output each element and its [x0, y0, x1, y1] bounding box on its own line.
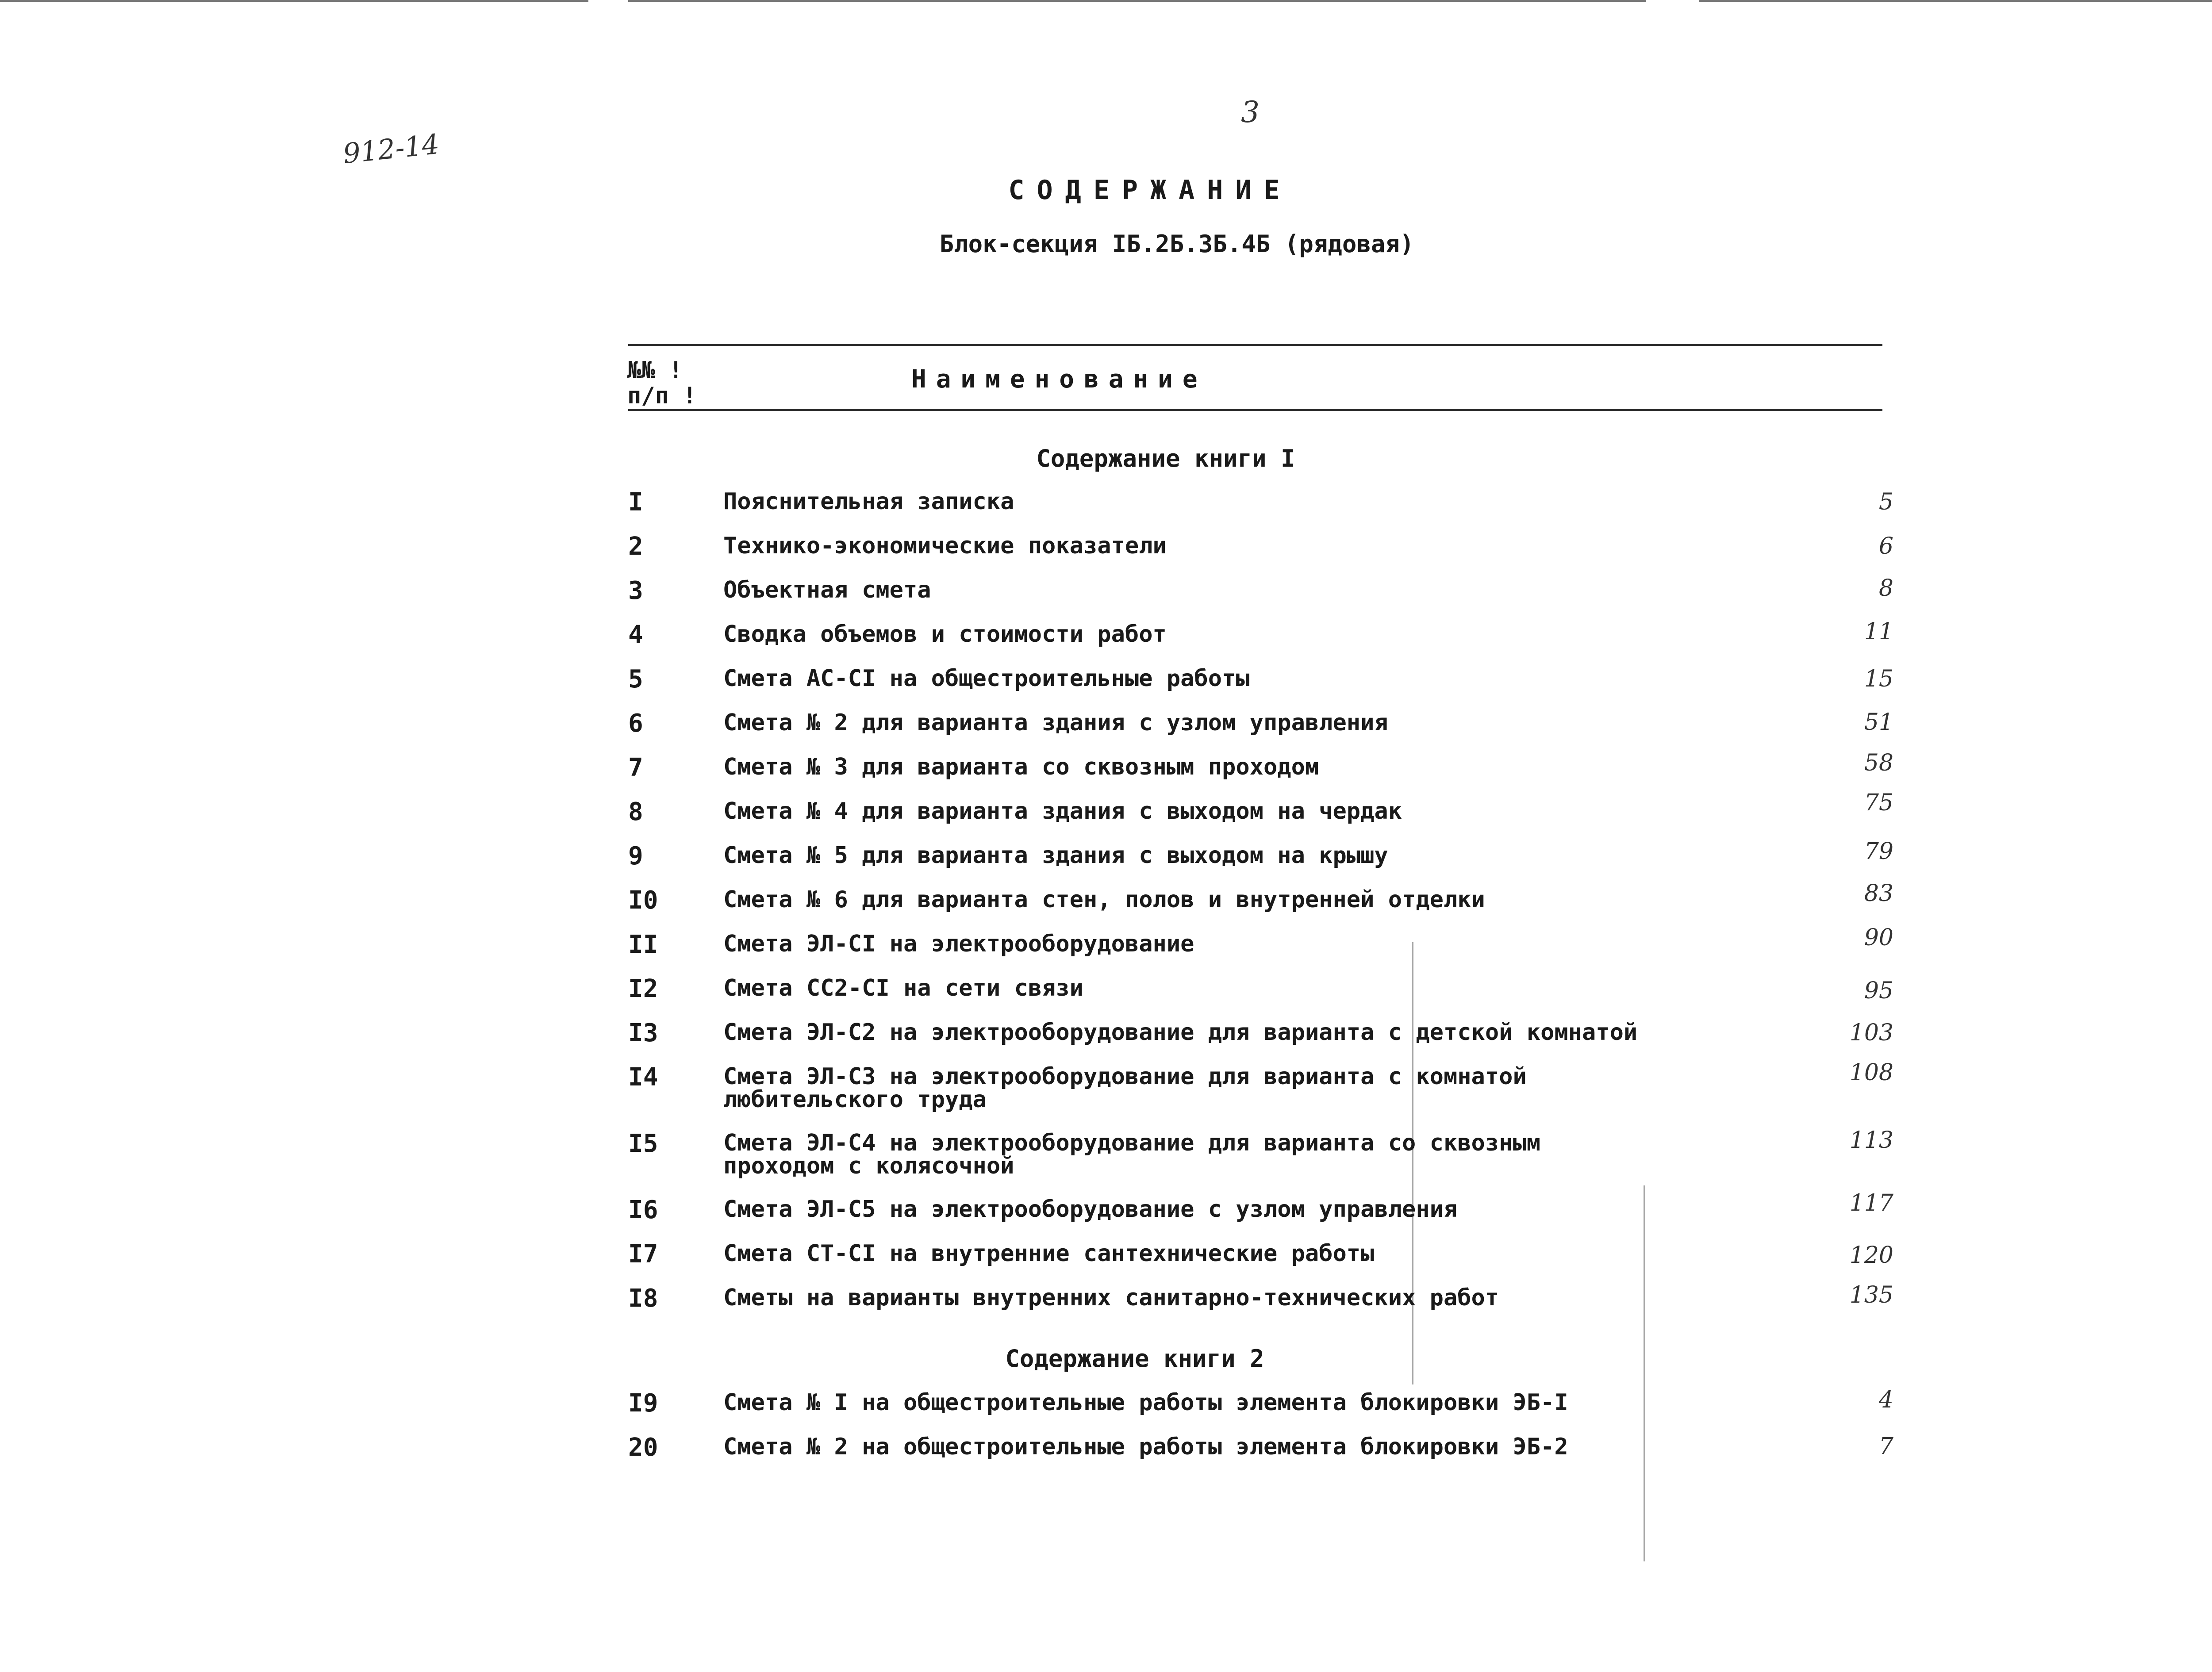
scan-top-border-right: [1699, 0, 2212, 2]
row-number: 3: [628, 576, 643, 605]
row-page-number: 135: [1849, 1282, 1893, 1308]
row-number: I8: [628, 1284, 658, 1313]
row-number: I5: [628, 1129, 658, 1158]
row-page-number: 83: [1864, 880, 1893, 907]
column-header-number: [627, 357, 697, 409]
row-number: 6: [628, 709, 643, 738]
row-number: I4: [628, 1063, 658, 1092]
row-title: Смета № 6 для варианта стен, полов и внутренней отделки: [723, 886, 1485, 913]
page-subtitle: Блок-секция IБ.2Б.3Б.4Б (рядовая): [939, 230, 1414, 258]
row-page-number: 103: [1849, 1020, 1893, 1046]
scan-top-border-left: [0, 0, 588, 2]
row-page-number: 8: [1878, 575, 1893, 602]
row-title: Смета ЭЛ-С2 на электрооборудование для варианта с детской комнатой: [723, 1019, 1638, 1046]
page-title: СОДЕРЖАНИЕ: [1008, 175, 1292, 206]
row-title: Смета ЭЛ-С5 на электрооборудование с узлом управления: [723, 1196, 1458, 1223]
scan-top-border-mid: [628, 0, 1646, 2]
row-page-number: 75: [1864, 790, 1893, 816]
row-title: Смета № 2 для варианта здания с узлом управления: [723, 709, 1388, 736]
row-number: 20: [628, 1433, 658, 1462]
row-number: I2: [628, 974, 658, 1003]
row-page-number: 120: [1849, 1242, 1893, 1269]
row-number: 4: [628, 621, 643, 649]
section-title-book-1: Содержание книги I: [1036, 445, 1295, 472]
row-title: Смета СС2-СI на сети связи: [723, 975, 1083, 1001]
row-title: Смета ЭЛ-С4 на электрооборудование для варианта со сквозным проходом с колясочной: [723, 1130, 1541, 1179]
row-title: Смета № 5 для варианта здания с выходом на крышу: [723, 842, 1388, 869]
row-number: I0: [628, 886, 658, 915]
row-title: Сводка объемов и стоимости работ: [723, 621, 1167, 648]
row-title: Объектная смета: [723, 577, 931, 603]
row-number: II: [628, 930, 658, 959]
row-title: Смета АС-СI на общестроительные работы: [723, 665, 1250, 692]
row-title: Смета № 4 для варианта здания с выходом на чердак: [723, 798, 1402, 824]
row-title: Смета № I на общестроительные работы элемента блокировки ЭБ-I: [723, 1389, 1568, 1416]
row-title: Смета № 3 для варианта со сквозным проходом: [723, 754, 1319, 780]
row-number: 7: [628, 753, 643, 782]
row-title: Смета № 2 на общестроительные работы элемента блокировки ЭБ-2: [723, 1434, 1568, 1460]
row-number: I6: [628, 1196, 658, 1224]
row-page-number: 7: [1878, 1433, 1893, 1460]
row-number: 8: [628, 798, 643, 826]
row-number: 5: [628, 665, 643, 694]
margin-note: 912-14: [341, 127, 441, 170]
row-page-number: 95: [1864, 978, 1893, 1004]
row-number: 9: [628, 842, 643, 871]
row-page-number: 58: [1864, 750, 1893, 776]
row-number: I: [628, 488, 643, 517]
row-title: Сметы на варианты внутренних санитарно-технических работ: [723, 1285, 1499, 1311]
row-title: Смета ЭЛ-С3 на электрооборудование для варианта с комнатой любительского труда: [723, 1063, 1527, 1113]
row-number: I9: [628, 1389, 658, 1418]
section-title-book-2: Содержание книги 2: [1005, 1345, 1264, 1373]
row-page-number: 5: [1878, 489, 1893, 515]
column-header-name: Наименование: [911, 365, 1207, 394]
row-page-number: 51: [1864, 709, 1893, 736]
row-page-number: 11: [1864, 618, 1893, 645]
row-page-number: 15: [1864, 666, 1893, 692]
page-number: 3: [1241, 95, 1260, 129]
row-page-number: 108: [1849, 1059, 1893, 1086]
row-page-number: 113: [1849, 1127, 1893, 1154]
row-title: Смета ЭЛ-СI на электрооборудование: [723, 931, 1194, 957]
row-page-number: 117: [1849, 1190, 1893, 1216]
column-header-number-line1: №№ !: [627, 357, 683, 383]
row-page-number: 4: [1878, 1387, 1893, 1413]
row-number: I3: [628, 1019, 658, 1047]
row-title: Технико-экономические показатели: [723, 533, 1167, 559]
row-page-number: 79: [1864, 838, 1893, 865]
column-header-number-line2: п/п !: [627, 383, 697, 409]
header-bottom-rule: [628, 409, 1882, 411]
row-title: Пояснительная записка: [723, 488, 1014, 515]
row-title: Смета СТ-СI на внутренние сантехнические работы: [723, 1240, 1375, 1267]
row-number: I7: [628, 1240, 658, 1269]
row-page-number: 6: [1878, 533, 1893, 560]
header-top-rule: [628, 344, 1882, 346]
row-number: 2: [628, 532, 643, 561]
row-page-number: 90: [1864, 924, 1893, 951]
